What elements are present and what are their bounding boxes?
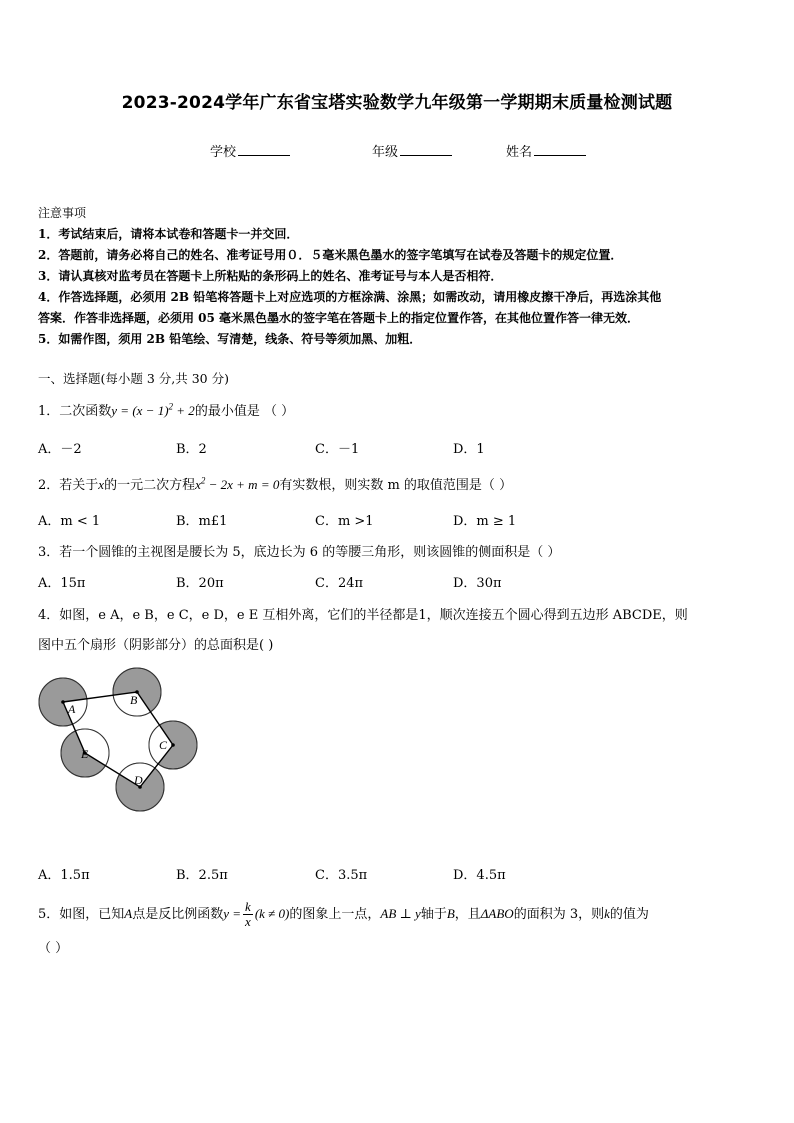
name-field: [506, 141, 586, 160]
q5-prefix: 5．如图，已知: [38, 907, 125, 922]
q3-option-a[interactable]: A．15π: [38, 576, 86, 591]
notes-item: 答案．作答非选择题，必须用 05 毫米黑色墨水的签字笔在答题卡上的指定位置作答，在其他位置作答一律无效．: [38, 311, 640, 325]
q1-prefix: 1．二次函数: [38, 404, 112, 419]
name-blank[interactable]: [534, 143, 586, 156]
q5-k: k: [604, 906, 610, 921]
q5-text: 轴于: [420, 907, 447, 922]
grade-label: 年级: [372, 145, 399, 160]
q5-text: ，且: [454, 907, 481, 922]
q2-formula: $x^2 - 2x + m = 0$: [195, 475, 280, 492]
label-c: C: [159, 738, 168, 752]
question-1: [38, 400, 294, 419]
q2-mid: 的一元二次方程: [104, 478, 196, 493]
q4-option-a[interactable]: A．1.5π: [38, 868, 90, 883]
q3-option-d[interactable]: D．30π: [453, 576, 502, 591]
q5-condition: (k ≠ 0): [254, 906, 290, 921]
q2-prefix: 2．若关于: [38, 478, 99, 493]
q1-option-b[interactable]: B．2: [176, 442, 207, 457]
q2-suffix: 有实数根，则实数 m 的取值范围是（ ）: [279, 478, 513, 493]
label-b: B: [130, 693, 138, 707]
q5-triangle: ΔABO: [480, 906, 514, 921]
question-4-line-2: 图中五个扇形（阴影部分）的总面积是( ): [38, 638, 274, 653]
q1-formula: $y = (x - 1)^2 + 2$: [111, 401, 195, 418]
q2-option-a[interactable]: A．m < 1: [38, 514, 101, 529]
notes-item: 4．作答选择题，必须用 2B 铅笔将答题卡上对应选项的方框涂满、涂黑；如需改动，请用橡皮擦干净后，再选涂其他: [38, 290, 662, 304]
q1-option-a[interactable]: A．－2: [38, 442, 82, 457]
notes-item: 5．如需作图，须用 2B 铅笔绘、写清楚，线条、符号等须加黑、加粗．: [38, 332, 422, 346]
section-heading: 一、选择题(每小题 3 分,共 30 分): [38, 371, 229, 386]
q4-option-b[interactable]: B．2.5π: [176, 868, 228, 883]
q2-option-c[interactable]: C．m >1: [315, 514, 374, 529]
q5-text: 点是反比例函数: [132, 907, 224, 922]
q4-option-d[interactable]: D．4.5π: [453, 868, 506, 883]
q3-option-b[interactable]: B．20π: [176, 576, 224, 591]
q5-text: 的图象上一点，: [289, 907, 381, 922]
q5-suffix: 的值为: [609, 907, 649, 922]
school-field: [210, 141, 290, 160]
notes-item: 3．请认真核对监考员在答题卡上所粘贴的条形码上的姓名、准考证号与本人是否相符．: [38, 269, 503, 283]
q5-fraction: $\frac{k}{x}$: [245, 899, 251, 929]
label-e: E: [81, 747, 89, 761]
q1-option-c[interactable]: C．－1: [315, 442, 360, 457]
grade-blank[interactable]: [400, 143, 452, 156]
notes-item: 2．答题前，请务必将自己的姓名、准考证号用０．５毫米黑色墨水的签字笔填写在试卷及答题卡的规定位置．: [38, 248, 623, 262]
school-blank[interactable]: [238, 143, 290, 156]
question-2: [38, 474, 512, 493]
pentagon-circles-figure: [30, 660, 210, 820]
q5-point-b: B: [446, 906, 455, 921]
q2-option-d[interactable]: D．m ≥ 1: [453, 514, 517, 529]
label-d: D: [134, 773, 143, 787]
notes-block: [38, 203, 661, 350]
school-label: 学校: [210, 145, 237, 160]
grade-field: [372, 141, 452, 160]
q2-option-b[interactable]: B．m£1: [176, 514, 228, 529]
q4-option-c[interactable]: C．3.5π: [315, 868, 368, 883]
notes-item: 1．考试结束后，请将本试卷和答题卡一并交回．: [38, 227, 299, 241]
q5-point-a: A: [124, 906, 133, 921]
name-label: 姓名: [506, 145, 533, 160]
q5-text: 的面积为 3，则: [513, 907, 605, 922]
notes-heading: 注意事项: [38, 206, 87, 220]
q1-suffix: 的最小值是 （ ）: [194, 404, 295, 419]
label-a: A: [68, 702, 76, 716]
page-title: 2023-2024学年广东省宝塔实验数学九年级第一学期期末质量检测试题: [121, 93, 673, 113]
question-3: 3．若一个圆锥的主视图是腰长为 5，底边长为 6 的等腰三角形，则该圆锥的侧面积是（ ）: [38, 545, 561, 560]
question-5: [38, 900, 649, 929]
q3-option-c[interactable]: C．24π: [315, 576, 364, 591]
q2-var: x: [98, 477, 105, 492]
question-5-answer-paren: （ ）: [38, 941, 69, 956]
question-4-line-1: 4．如图，e A，e B，e C，e D，e E 互相外离，它们的半径都是1，顺次连接五个圆心得到五边形 ABCDE，则: [38, 608, 688, 623]
q1-option-d[interactable]: D．1: [453, 442, 485, 457]
q5-perp: AB ⊥ y: [380, 906, 421, 921]
q5-y-eq: y =: [223, 906, 242, 921]
